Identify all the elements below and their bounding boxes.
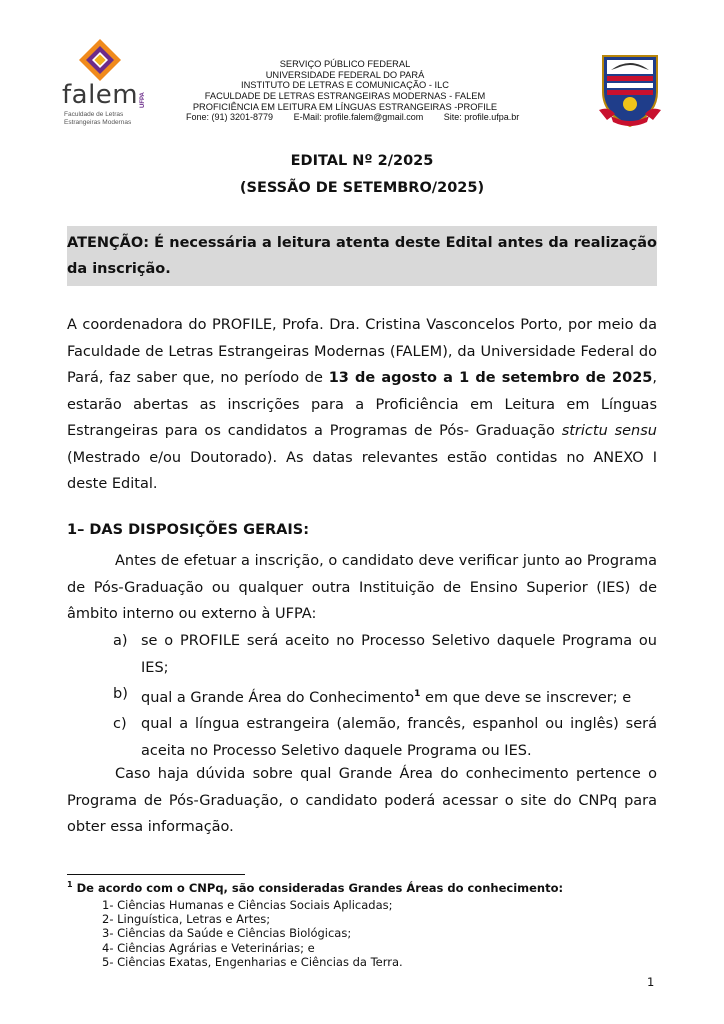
footnote-item: 4- Ciências Agrárias e Veterinárias; e — [102, 940, 315, 955]
institution-header — [180, 59, 510, 113]
falem-logo-mark-icon — [78, 38, 122, 82]
attention-notice — [67, 226, 657, 286]
list-item-text: se o PROFILE será aceito no Processo Seletivo daquele Programa ou IES; — [141, 633, 657, 676]
header-line: SERVIÇO PÚBLICO FEDERAL — [279, 59, 411, 69]
list-item-text: em que deve se inscrever; e — [420, 689, 632, 706]
list-marker: c) — [113, 716, 127, 733]
contact-line — [186, 112, 526, 122]
list-item-text: qual a língua estrangeira (alemão, francês, espanhol ou inglês) será aceita no Processo Seletivo daquele Programa ou IES. — [141, 716, 657, 759]
footnote-item: 5- Ciências Exatas, Engenharias e Ciências da Terra. — [102, 954, 403, 969]
requirements-list — [67, 628, 657, 764]
logo-ufpa-label: UFPA — [140, 92, 146, 108]
footnote-reference: 1 — [414, 689, 421, 699]
logo-subtitle-line-1: Faculdade de Letras — [64, 111, 124, 118]
list-item-text: qual a Grande Área do Conhecimento — [141, 689, 415, 706]
logo-subtitle-line-2: Estrangeiras Modernas — [64, 119, 132, 126]
contact-site: Site: profile.ufpa.br — [443, 112, 520, 122]
contact-email: E-Mail: profile.falem@gmail.com — [293, 112, 424, 122]
footnote-item: 3- Ciências da Saúde e Ciências Biológicas; — [102, 926, 352, 941]
intro-text-3: (Mestrado e/ou Doutorado). As datas relevantes estão contidas no ANEXO I deste Edital. — [67, 449, 657, 492]
intro-period: 13 de agosto a 1 de setembro de 2025 — [328, 370, 653, 386]
intro-text-2: , estarão abertas as inscrições para a Proficiência em Leitura em Línguas Estrangeiras para os candidatos a Programas de Pós- Graduação — [67, 370, 657, 439]
footnote-item: 2- Linguística, Letras e Artes; — [102, 912, 271, 927]
edital-title: EDITAL Nº 2/2025 — [290, 153, 434, 169]
intro-text-1: A coordenadora do PROFILE, Profa. Dra. Cristina Vasconcelos Porto, por meio da Faculdade de Letras Estrangeiras Modernas (FALEM), da Universidade Federal do Pará, faz saber que, no período de — [67, 317, 657, 386]
list-item — [67, 681, 657, 711]
header-line: FACULDADE DE LETRAS ESTRANGEIRAS MODERNAS - FALEM — [204, 91, 486, 102]
header-line: INSTITUTO DE LETRAS E COMUNICAÇÃO - ILC — [241, 80, 449, 91]
page-number: 1 — [647, 975, 655, 989]
list-marker: a) — [113, 633, 128, 649]
contact-phone: Fone: (91) 3201-8779 — [186, 112, 274, 122]
header-line: UNIVERSIDADE FEDERAL DO PARÁ — [265, 69, 425, 80]
footnote-heading-text: De acordo com o CNPq, são consideradas Grandes Áreas do conhecimento: — [76, 880, 564, 895]
attention-text: ATENÇÃO: É necessária a leitura atenta deste Edital antes da realização da inscrição. — [67, 235, 657, 277]
list-item — [67, 628, 657, 681]
footnote-mark: 1 — [67, 880, 73, 889]
header-line: PROFICIÊNCIA EM LEITURA EM LÍNGUAS ESTRANGEIRAS -PROFILE — [192, 101, 498, 112]
list-marker: b) — [113, 686, 128, 702]
intro-italic: strictu sensu — [561, 423, 657, 439]
edital-subtitle: (SESSÃO DE SETEMBRO/2025) — [239, 180, 485, 196]
section-heading: 1– DAS DISPOSIÇÕES GERAIS: — [67, 522, 309, 538]
section-paragraph: Antes de efetuar a inscrição, o candidato deve verificar junto ao Programa de Pós-Graduação ou qualquer outra Instituição de Ensino Superior (IES) de âmbito interno ou externo à UFPA: — [67, 553, 657, 622]
footnote-item: 1- Ciências Humanas e Ciências Sociais Aplicadas; — [102, 898, 393, 912]
list-item — [67, 711, 657, 764]
intro-paragraph — [67, 312, 657, 498]
logo-subtitle — [64, 111, 138, 127]
footnote-heading — [67, 880, 563, 895]
logo-wordmark: falem — [62, 80, 139, 110]
section-paragraph: Caso haja dúvida sobre qual Grande Área do conhecimento pertence o Programa de Pós-Graduação, o candidato poderá acessar o site do CNPq para obter essa informação. — [67, 766, 657, 835]
falem-logo — [62, 38, 154, 128]
footnote-list — [102, 898, 403, 969]
ufpa-crest-icon — [597, 52, 663, 130]
footnote-divider — [67, 874, 245, 875]
